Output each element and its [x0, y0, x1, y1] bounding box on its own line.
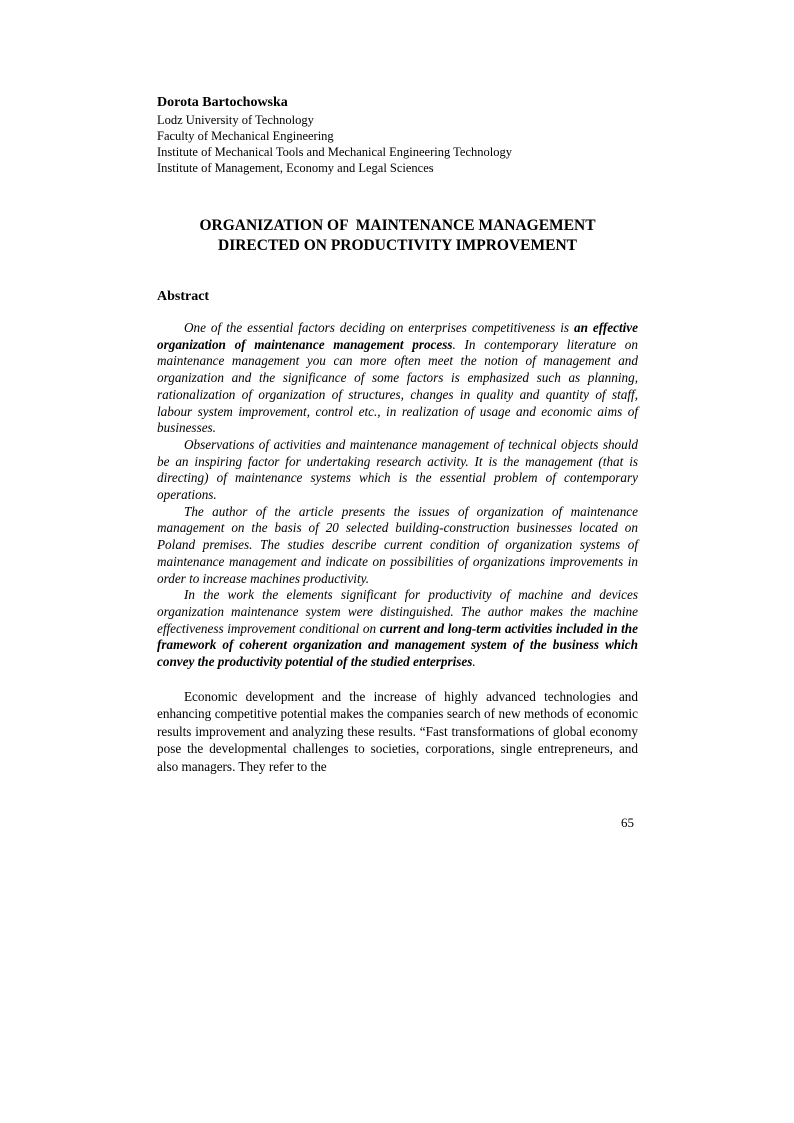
abstract-p4-emphasis: current and long-term activities included in the framework of coherent organization and management system of the business which convey the productivity potential of the studied enterprises — [157, 620, 638, 670]
affiliation-faculty: Faculty of Mechanical Engineering — [157, 129, 334, 143]
author-name: Dorota Bartochowska — [157, 95, 288, 110]
body-paragraph-1: Economic development and the increase of highly advanced technologies and enhancing competitive potential makes the companies search of new methods of economic results improvement and analyzing these results. “Fast transformations of global economy pose the developmental challenges to societies, corporations, single entrepreneurs, and also managers. They refer to the — [157, 688, 638, 774]
abstract-paragraph-1 — [157, 320, 638, 437]
abstract-heading: Abstract — [157, 289, 210, 304]
abstract-paragraph-4 — [157, 587, 638, 671]
abstract-p1-start: One of the essential factors deciding on enterprises competitiveness is — [184, 320, 574, 335]
affiliation-institute-tools: Institute of Mechanical Tools and Mechanical Engineering Technology — [157, 145, 512, 159]
affiliation-university: Lodz University of Technology — [157, 113, 314, 127]
author-block — [157, 94, 638, 176]
main-text — [157, 688, 638, 776]
page-number: 65 — [621, 815, 634, 830]
paper-page — [157, 94, 638, 775]
abstract-paragraph-3: The author of the article presents the issues of organization of maintenance management on the basis of 20 selected building-construction businesses located on Poland premises. The studies describe current condition of organization systems of maintenance management and indicate on possibilities of organizations improvements in order to increase machines productivity. — [157, 503, 638, 586]
abstract-p1-end: . In contemporary literature on maintenance management you can more often meet the notion of management and organization and the significance of some factors is emphasized such as planning, rationalization of organization of structures, changes in quality and quantity of staff, labour system improvement, control etc., in realization of usage and economic aims of businesses. — [157, 336, 638, 436]
abstract-p4-end: . — [472, 654, 476, 670]
paper-title — [157, 216, 638, 256]
abstract-paragraph-2: Observations of activities and maintenance management of technical objects should be an inspiring factor for undertaking research activity. It is the management (that is directing) of maintenance systems which is the essential problem of contemporary operations. — [157, 436, 638, 503]
title-line-2: DIRECTED ON PRODUCTIVITY IMPROVEMENT — [218, 237, 577, 254]
affiliation-institute-management: Institute of Management, Economy and Legal Sciences — [157, 161, 434, 175]
abstract-body — [157, 320, 638, 671]
abstract-p4-start: In the work the elements significant for productivity of machine and devices organization maintenance system were distinguished. The author makes the machine effectiveness improvement conditional on — [157, 587, 638, 636]
title-line-1: ORGANIZATION OF MAINTENANCE MANAGEMENT — [199, 217, 596, 234]
abstract-p1-emphasis: an effective organization of maintenance management process — [157, 320, 638, 352]
